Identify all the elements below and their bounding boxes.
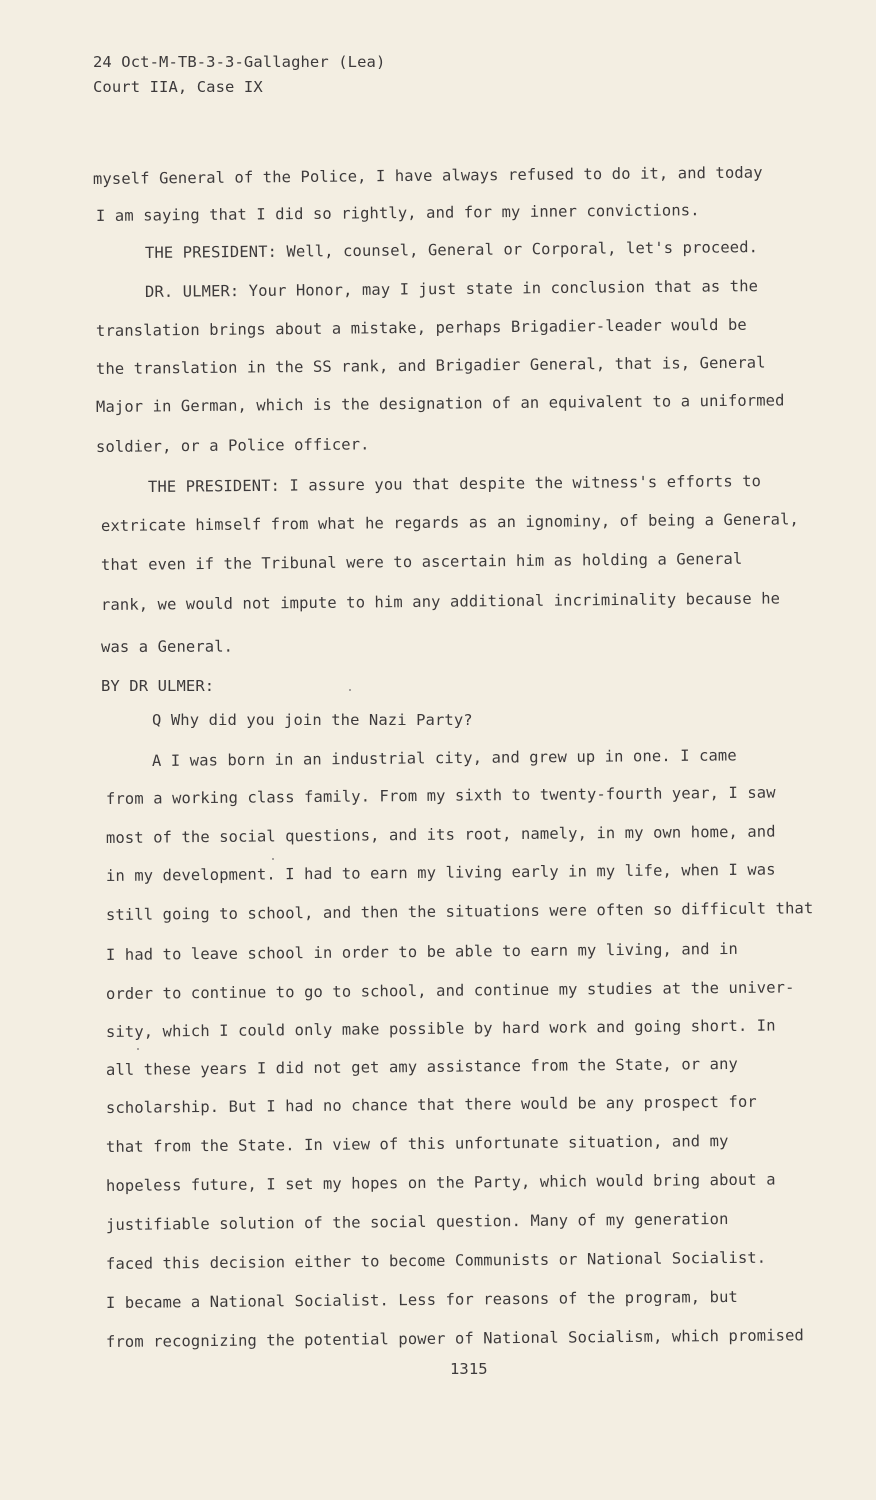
- transcript-line: justifiable solution of the social question. Many of my generation: [105, 1210, 729, 1234]
- transcript-line: I am saying that I did so rightly, and for my inner convictions.: [95, 201, 700, 225]
- transcript-line: was a General.: [100, 637, 234, 656]
- page-number: 1315: [450, 1360, 488, 1378]
- transcript-line: I had to leave school in order to be able to earn my living, and in: [105, 939, 738, 964]
- transcript-line: soldier, or a Police officer.: [95, 435, 370, 456]
- transcript-line: Major in German, which is the designation of an equivalent to a uniformed: [95, 391, 785, 416]
- transcript-line: that from the State. In view of this unfortunate situation, and my: [105, 1132, 729, 1156]
- transcript-line: DR. ULMER: Your Honor, may I just state in conclusion that as the: [144, 277, 759, 301]
- paper-speck: [349, 689, 351, 691]
- transcript-line: that even if the Tribunal were to ascertain him as holding a General: [100, 549, 743, 574]
- transcript-line: rank, we would not impute to him any additional incriminality because he: [100, 589, 781, 614]
- transcript-line: the translation in the SS rank, and Brigadier General, that is, General: [95, 353, 766, 378]
- transcript-line: sity, which I could only make possible by hard work and going short. In: [105, 1016, 776, 1041]
- transcript-line: most of the social questions, and its root, namely, in my own home, and: [105, 822, 776, 847]
- transcript-line: A I was born in an industrial city, and grew up in one. I came: [151, 746, 737, 770]
- transcript-line: THE PRESIDENT: I assure you that despite the witness's efforts to: [147, 472, 762, 496]
- transcript-line: hopeless future, I set my hopes on the Party, which would bring about a: [105, 1170, 776, 1195]
- transcript-line: still going to school, and then the situations were often so difficult that: [105, 899, 814, 924]
- transcript-line: extricate himself from what he regards as an ignominy, of being a General,: [100, 510, 800, 535]
- transcript-line: all these years I did not get amy assistance from the State, or any: [105, 1054, 738, 1079]
- transcript-line: from recognizing the potential power of National Socialism, which promised: [105, 1326, 805, 1351]
- transcript-line: I became a National Socialist. Less for reasons of the program, but: [105, 1287, 738, 1312]
- paper-speck: [137, 1048, 139, 1050]
- header-court-line: Court IIA, Case IX: [93, 78, 263, 96]
- transcript-line: Q Why did you join the Nazi Party?: [152, 711, 473, 729]
- transcript-line: THE PRESIDENT: Well, counsel, General or Corporal, let's proceed.: [144, 238, 759, 262]
- transcript-line: translation brings about a mistake, perhaps Brigadier-leader would be: [95, 315, 747, 340]
- transcript-line: from a working class family. From my sixth to twenty-fourth year, I saw: [105, 783, 776, 808]
- paper-speck: [272, 858, 274, 860]
- transcript-line: BY DR ULMER:: [101, 677, 215, 695]
- transcript-line: order to continue to go to school, and continue my studies at the univer-: [105, 978, 795, 1003]
- transcript-line: myself General of the Police, I have always refused to do it, and today: [92, 163, 763, 188]
- header-session-line: 24 Oct-M-TB-3-3-Gallagher (Lea): [93, 53, 386, 71]
- transcript-line: scholarship. But I had no chance that there would be any prospect for: [105, 1092, 757, 1117]
- transcript-line: in my development. I had to earn my living early in my life, when I was: [105, 860, 776, 885]
- transcript-line: faced this decision either to become Communists or National Socialist.: [105, 1248, 767, 1273]
